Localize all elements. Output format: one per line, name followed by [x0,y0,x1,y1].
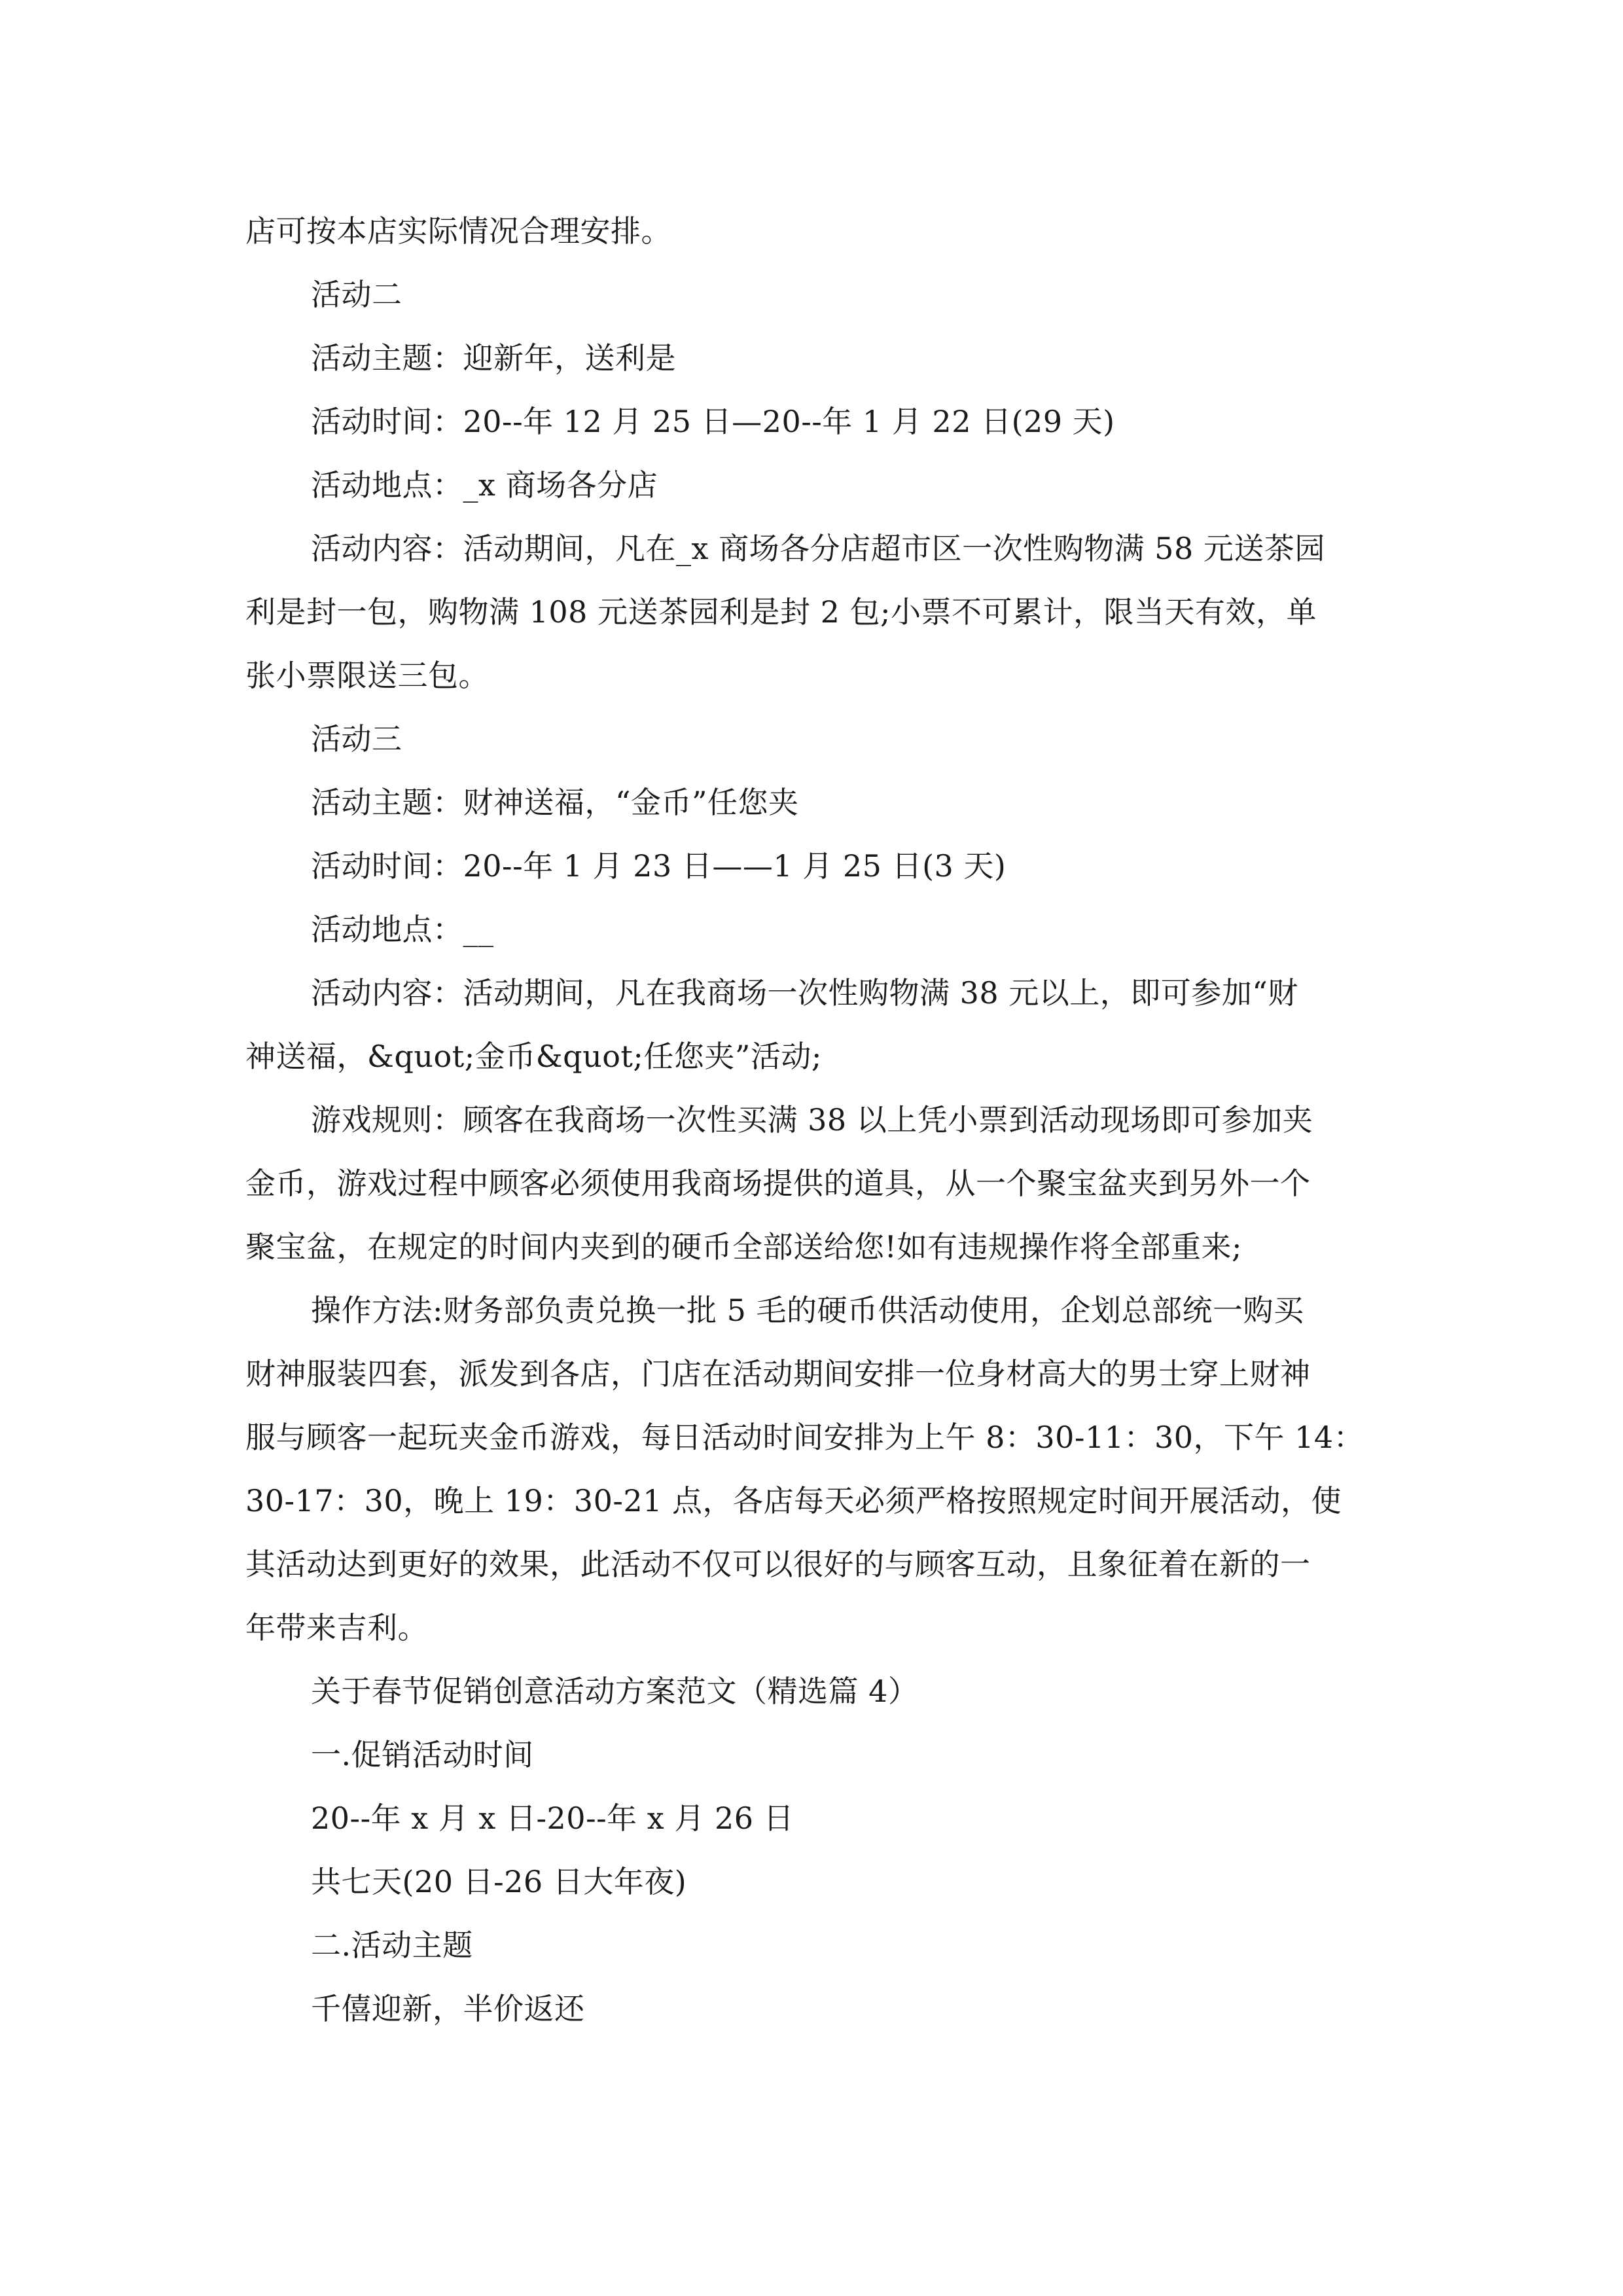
paragraph-line: 年带来吉利。 [245,1610,428,1645]
paragraph-line: 利是封一包，购物满 108 元送茶园利是封 2 包;小票不可累计，限当天有效，单 [245,594,1317,630]
paragraph-line: 聚宝盆，在规定的时间内夹到的硬币全部送给您!如有违规操作将全部重来; [245,1229,1242,1265]
paragraph-line: 活动二 [311,277,402,312]
paragraph-line: 操作方法:财务部负责兑换一批 5 毛的硬币供活动使用，企划总部统一购买 [311,1293,1304,1328]
paragraph-line: 店可按本店实际情况合理安排。 [245,213,671,249]
paragraph-line: 活动地点：_x 商场各分店 [311,467,658,503]
paragraph-line: 服与顾客一起玩夹金币游戏，每日活动时间安排为上午 8：30-11：30，下午 14： [245,1420,1364,1455]
paragraph-line: 30-17：30，晚上 19：30-21 点，各店每天必须严格按照规定时间开展活动，使 [245,1483,1342,1518]
paragraph-line: 20--年 x 月 x 日-20--年 x 月 26 日 [311,1801,794,1836]
paragraph-line: 游戏规则：顾客在我商场一次性买满 38 以上凭小票到活动现场即可参加夹 [311,1102,1313,1138]
paragraph-line: 张小票限送三包。 [245,658,489,693]
paragraph-line: 活动三 [311,721,402,757]
paragraph-line: 活动地点：__ [311,912,494,947]
paragraph-line: 神送福，&quot;金币&quot;任您夹”活动; [245,1039,822,1074]
paragraph-line: 财神服装四套，派发到各店，门店在活动期间安排一位身材高大的男士穿上财神 [245,1356,1311,1391]
paragraph-line: 金币，游戏过程中顾客必须使用我商场提供的道具，从一个聚宝盆夹到另外一个 [245,1166,1311,1201]
paragraph-line: 千僖迎新，半价返还 [311,1991,585,2026]
subheading: 二.活动主题 [311,1928,473,1963]
paragraph-line: 活动内容：活动期间，凡在我商场一次性购物满 38 元以上，即可参加“财 [311,975,1298,1011]
paragraph-line: 共七天(20 日-26 日大年夜) [311,1864,687,1899]
paragraph-line: 活动内容：活动期间，凡在_x 商场各分店超市区一次性购物满 58 元送茶园 [311,531,1325,566]
paragraph-line: 活动主题：迎新年，送利是 [311,340,676,376]
paragraph-line: 活动主题：财神送福，“金币”任您夹 [311,785,799,820]
paragraph-line: 其活动达到更好的效果，此活动不仅可以很好的与顾客互动，且象征着在新的一 [245,1547,1311,1582]
subheading: 一.促销活动时间 [311,1737,534,1772]
paragraph-line: 活动时间：20--年 12 月 25 日—20--年 1 月 22 日(29 天) [311,404,1115,439]
document-body [245,200,1378,2041]
paragraph-line: 活动时间：20--年 1 月 23 日——1 月 25 日(3 天) [311,848,1007,884]
section-heading: 关于春节促销创意活动方案范文（精选篇 4） [311,1674,919,1709]
